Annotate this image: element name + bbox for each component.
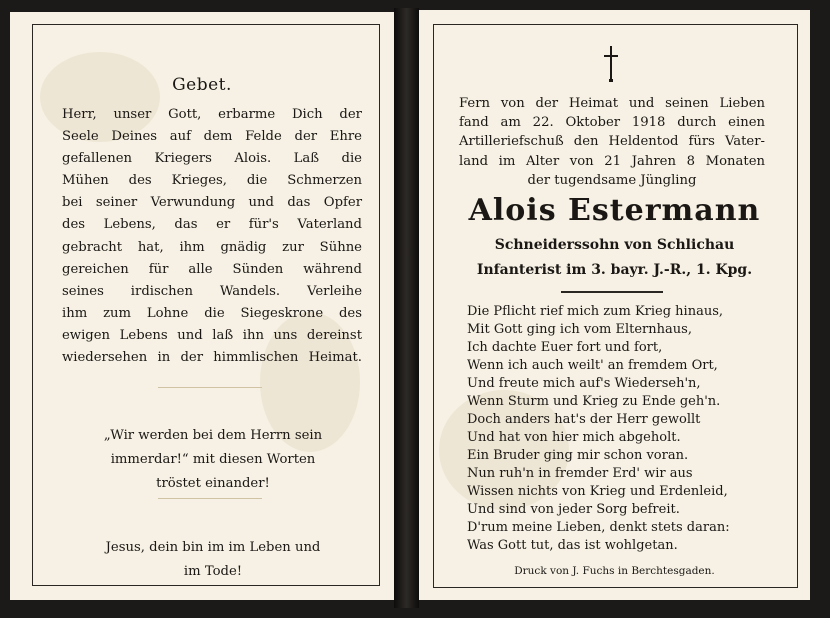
- notice-line: Artilleriefschuß den Heldentod fürs Vater-: [459, 134, 765, 150]
- notice-line: Fern von der Heimat und seinen Lieben: [459, 96, 765, 111]
- memorial-poem: [467, 303, 767, 555]
- prayer-line: des Lebens, das er für's Vaterland: [62, 217, 362, 233]
- memorial-card: [419, 10, 810, 600]
- poem-line: Und hat von hier mich abgeholt.: [467, 430, 681, 445]
- prayer-line: wiedersehen in der himmlischen Heimat.: [62, 350, 362, 366]
- card-fold: [394, 8, 419, 608]
- closing-line: im Tode!: [183, 564, 243, 579]
- divider: [561, 291, 663, 293]
- quote-line: immerdar!“ mit diesen Worten: [110, 452, 316, 467]
- prayer-line: ihm zum Lohne die Siegeskrone des: [62, 305, 362, 321]
- poem-line: Wenn ich auch weilt' an fremdem Ort,: [467, 358, 718, 373]
- prayer-line: gebracht hat, ihm gnädig zur Sühne: [62, 239, 362, 255]
- prayer-title: Gebet.: [172, 75, 232, 95]
- deceased-origin: Schneiderssohn von Schlichau: [494, 237, 735, 253]
- poem-line: Wissen nichts von Krieg und Erdenleid,: [467, 484, 728, 499]
- prayer-line: seines irdischen Wandels. Verleihe: [62, 283, 362, 299]
- latin-cross-icon: [603, 46, 619, 82]
- deceased-regiment: Infanterist im 3. bayr. J.-R., 1. Kpg.: [476, 262, 753, 278]
- poem-line: Nun ruh'n in fremder Erd' wir aus: [467, 466, 693, 481]
- closing-line: Jesus, dein bin im im Leben und: [105, 540, 321, 555]
- closing-prayer: [82, 536, 344, 584]
- prayer-line: Seele Deines auf dem Felde der Ehre: [62, 129, 362, 145]
- poem-line: D'rum meine Lieben, denkt stets daran:: [467, 520, 730, 535]
- prayer-line: Mühen des Krieges, die Schmerzen: [62, 173, 362, 189]
- notice-line: der tugendsame Jüngling: [527, 172, 697, 188]
- quote-line: „Wir werden bei dem Herrn sein: [103, 428, 323, 443]
- poem-line: Die Pflicht rief mich zum Krieg hinaus,: [467, 304, 724, 319]
- prayer-card: [10, 12, 394, 600]
- divider: [158, 387, 262, 388]
- bible-quote: [82, 424, 344, 496]
- prayer-line: bei seiner Verwundung und das Opfer: [62, 195, 362, 211]
- poem-line: Wenn Sturm und Krieg zu Ende geh'n.: [467, 394, 721, 409]
- prayer-line: ewigen Lebens und laß ihn uns dereinst: [62, 327, 362, 343]
- prayer-line: Herr, unser Gott, erbarme Dich der: [62, 107, 362, 122]
- poem-line: Und freute mich auf's Wiederseh'n,: [467, 376, 701, 391]
- poem-line: Ein Bruder ging mir schon voran.: [467, 448, 689, 463]
- printer-credit: Druck von J. Fuchs in Berchtesgaden.: [514, 565, 715, 577]
- deceased-name: Alois Estermann: [468, 193, 761, 228]
- divider: [158, 498, 262, 499]
- poem-line: Doch anders hat's der Herr gewollt: [467, 412, 701, 427]
- poem-line: Und sind von jeder Sorg befreit.: [467, 502, 680, 517]
- poem-line: Was Gott tut, das ist wohlgetan.: [467, 538, 678, 553]
- poem-line: Mit Gott ging ich vom Elternhaus,: [467, 322, 692, 337]
- poem-line: Ich dachte Euer fort und fort,: [467, 340, 663, 355]
- notice-line: fand am 22. Oktober 1918 durch einen: [459, 115, 765, 131]
- quote-line: tröstet einander!: [156, 476, 270, 491]
- prayer-line: gereichen für alle Sünden während: [62, 261, 362, 277]
- death-notice: [459, 94, 765, 190]
- prayer-text: [62, 104, 362, 369]
- prayer-line: gefallenen Kriegers Alois. Laß die: [62, 151, 362, 167]
- notice-line: land im Alter von 21 Jahren 8 Monaten: [459, 153, 765, 169]
